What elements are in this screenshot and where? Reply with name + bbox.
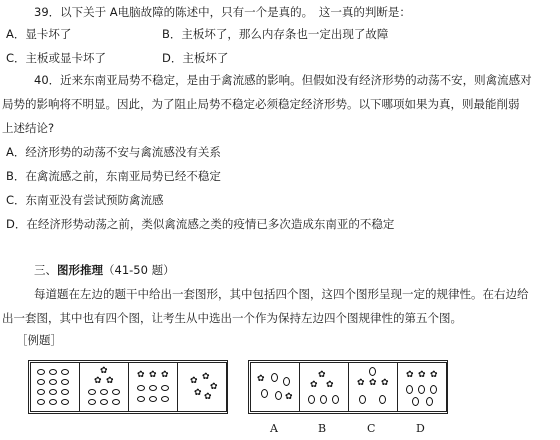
section-title: [34, 262, 175, 278]
q40-stem-line2: 局势的影响将不明显。因此，为了阻止局势不稳定必须稳定经济形势。以下哪项如果为真，则最能削弱: [2, 97, 520, 111]
q39-option-c: C．主板或显卡坏了: [6, 51, 107, 65]
q39-option-d: D．主板坏了: [162, 51, 229, 65]
q39-option-b: B．主板坏了，那么内存条也一定出现了故障: [162, 27, 389, 41]
question-figure-1: [30, 362, 80, 412]
section-instruction-line2: 出一套图，其中也有四个图，让考生从中选出一个作为保持左边四个图规律性的第五个图。: [2, 311, 462, 325]
section-title-bold: 图形推理: [57, 263, 103, 277]
q40-stem-line1: 40．近来东南亚局势不稳定，是由于禽流感的影响。但假如没有经济形势的动荡不安，则禽流感对: [34, 73, 532, 87]
question-figure-4: ✿ ✿ ✿ ✿ ✿: [177, 362, 227, 412]
q40-option-b: B．在禽流感之前，东南亚局势已经不稳定: [6, 169, 221, 183]
q39-option-a: A．显卡坏了: [6, 27, 72, 41]
option-label-d: D: [416, 422, 425, 435]
option-label-a: A: [270, 422, 278, 435]
question-figure-3: ✿ ✿ ✿: [128, 362, 178, 412]
q40-option-a: A．经济形势的动荡不安与禽流感没有关系: [6, 145, 221, 159]
option-figure-a[interactable]: ✿ ✿: [250, 362, 300, 412]
option-figure-c[interactable]: ✿ ✿ ✿: [348, 362, 398, 412]
section-instruction-line1: 每道题在左边的题干中给出一套图形，其中包括四个图，这四个图形呈现一定的规律性。在右边给: [34, 287, 529, 301]
q40-stem-line3: 上述结论?: [2, 121, 55, 135]
option-label-c: C: [367, 422, 376, 435]
option-figure-b[interactable]: ✿ ✿ ✿: [299, 362, 349, 412]
q40-option-d: D．在经济形势动荡之前，类似禽流感之类的疫情已多次造成东南亚的不稳定: [6, 217, 395, 231]
option-label-b: B: [318, 422, 327, 435]
section-title-prefix: 三、: [34, 263, 57, 277]
section-title-range: （41-50 题）: [103, 263, 175, 277]
example-label: ［例题］: [16, 333, 62, 347]
option-figure-d[interactable]: ✿ ✿ ✿: [397, 362, 447, 412]
q40-option-c: C．东南亚没有尝试预防禽流感: [6, 193, 164, 207]
q39-stem: 39．以下关于 A电脑故障的陈述中，只有一个是真的。 这一真的判断是：: [34, 5, 411, 19]
question-figure-2: ✿ ✿ ✿: [79, 362, 129, 412]
